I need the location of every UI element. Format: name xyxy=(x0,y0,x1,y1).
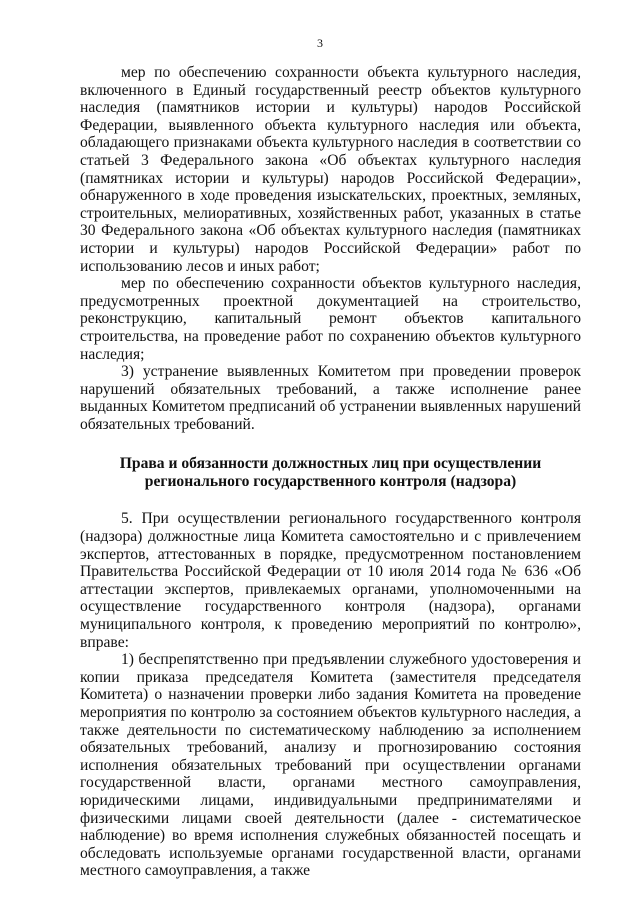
page-number: 3 xyxy=(317,36,323,50)
paragraph-item-3: 3) устранение выявленных Комитетом при проведении проверок нарушений обязательных требований, а также исполнение ранее выданных Комитетом предписаний об устранении выявленных нарушений обязательных требований. xyxy=(80,363,581,433)
paragraph-clause-5: 5. При осуществлении регионального государственного контроля (надзора) должностные лица Комитета самостоятельно и с привлечением экспертов, аттестованных в порядке, предусмотренном постановлением Правительства Российской Федерации от 10 июля 2014 года № 636 «Об аттестации экспертов, привлекаемых органами, уполномоченными на осуществление государственного контроля (надзора), органами муниципального контроля, к проведению мероприятий по контролю», вправе: xyxy=(80,510,581,651)
paragraph-measures-project: мер по обеспечению сохранности объектов культурного наследия, предусмотренных проектной документацией на строительство, реконструкцию, капитальный ремонт объектов капитального строительства, на проведение работ по сохранению объектов культурного наследия; xyxy=(80,275,581,363)
paragraph-item-1: 1) беспрепятственно при предъявлении служебного удостоверения и копии приказа председателя Комитета (заместителя председателя Комитета) о назначении проверки либо задания Комитета на проведение мероприятия по контролю за состоянием объектов культурного наследия, а также деятельности по систематическому наблюдению за исполнением обязательных требований, анализу и прогнозированию состояния исполнения обязательных требований при осуществлении органами государственной власти, органами местного самоуправления, юридическими лицами, индивидуальными предпринимателями и физическими лицами своей деятельности (далее - систематическое наблюдение) во время исполнения служебных обязанностей посещать и обследовать используемые органами государственной власти, органами местного самоуправления, а также xyxy=(80,651,581,880)
section-heading-line-2: регионального государственного контроля (надзора) xyxy=(144,473,517,491)
document-body xyxy=(80,64,581,880)
section-heading-line-1: Права и обязанности должностных лиц при осуществлении xyxy=(119,455,542,473)
paragraph-measures-object: мер по обеспечению сохранности объекта культурного наследия, включенного в Единый государственный реестр объектов культурного наследия (памятников истории и культуры) народов Российской Федерации, выявленного объекта культурного наследия или объекта, обладающего признаками объекта культурного наследия в соответствии со статьей 3 Федерального закона «Об объектах культурного наследия (памятниках истории и культуры) народов Российской Федерации», обнаруженного в ходе проведения изыскательских, проектных, земляных, строительных, мелиоративных, хозяйственных работ, указанных в статье 30 Федерального закона «Об объектах культурного наследия (памятниках истории и культуры) народов Российской Федерации» работ по использованию лесов и иных работ; xyxy=(80,64,581,275)
section-heading xyxy=(80,455,581,491)
